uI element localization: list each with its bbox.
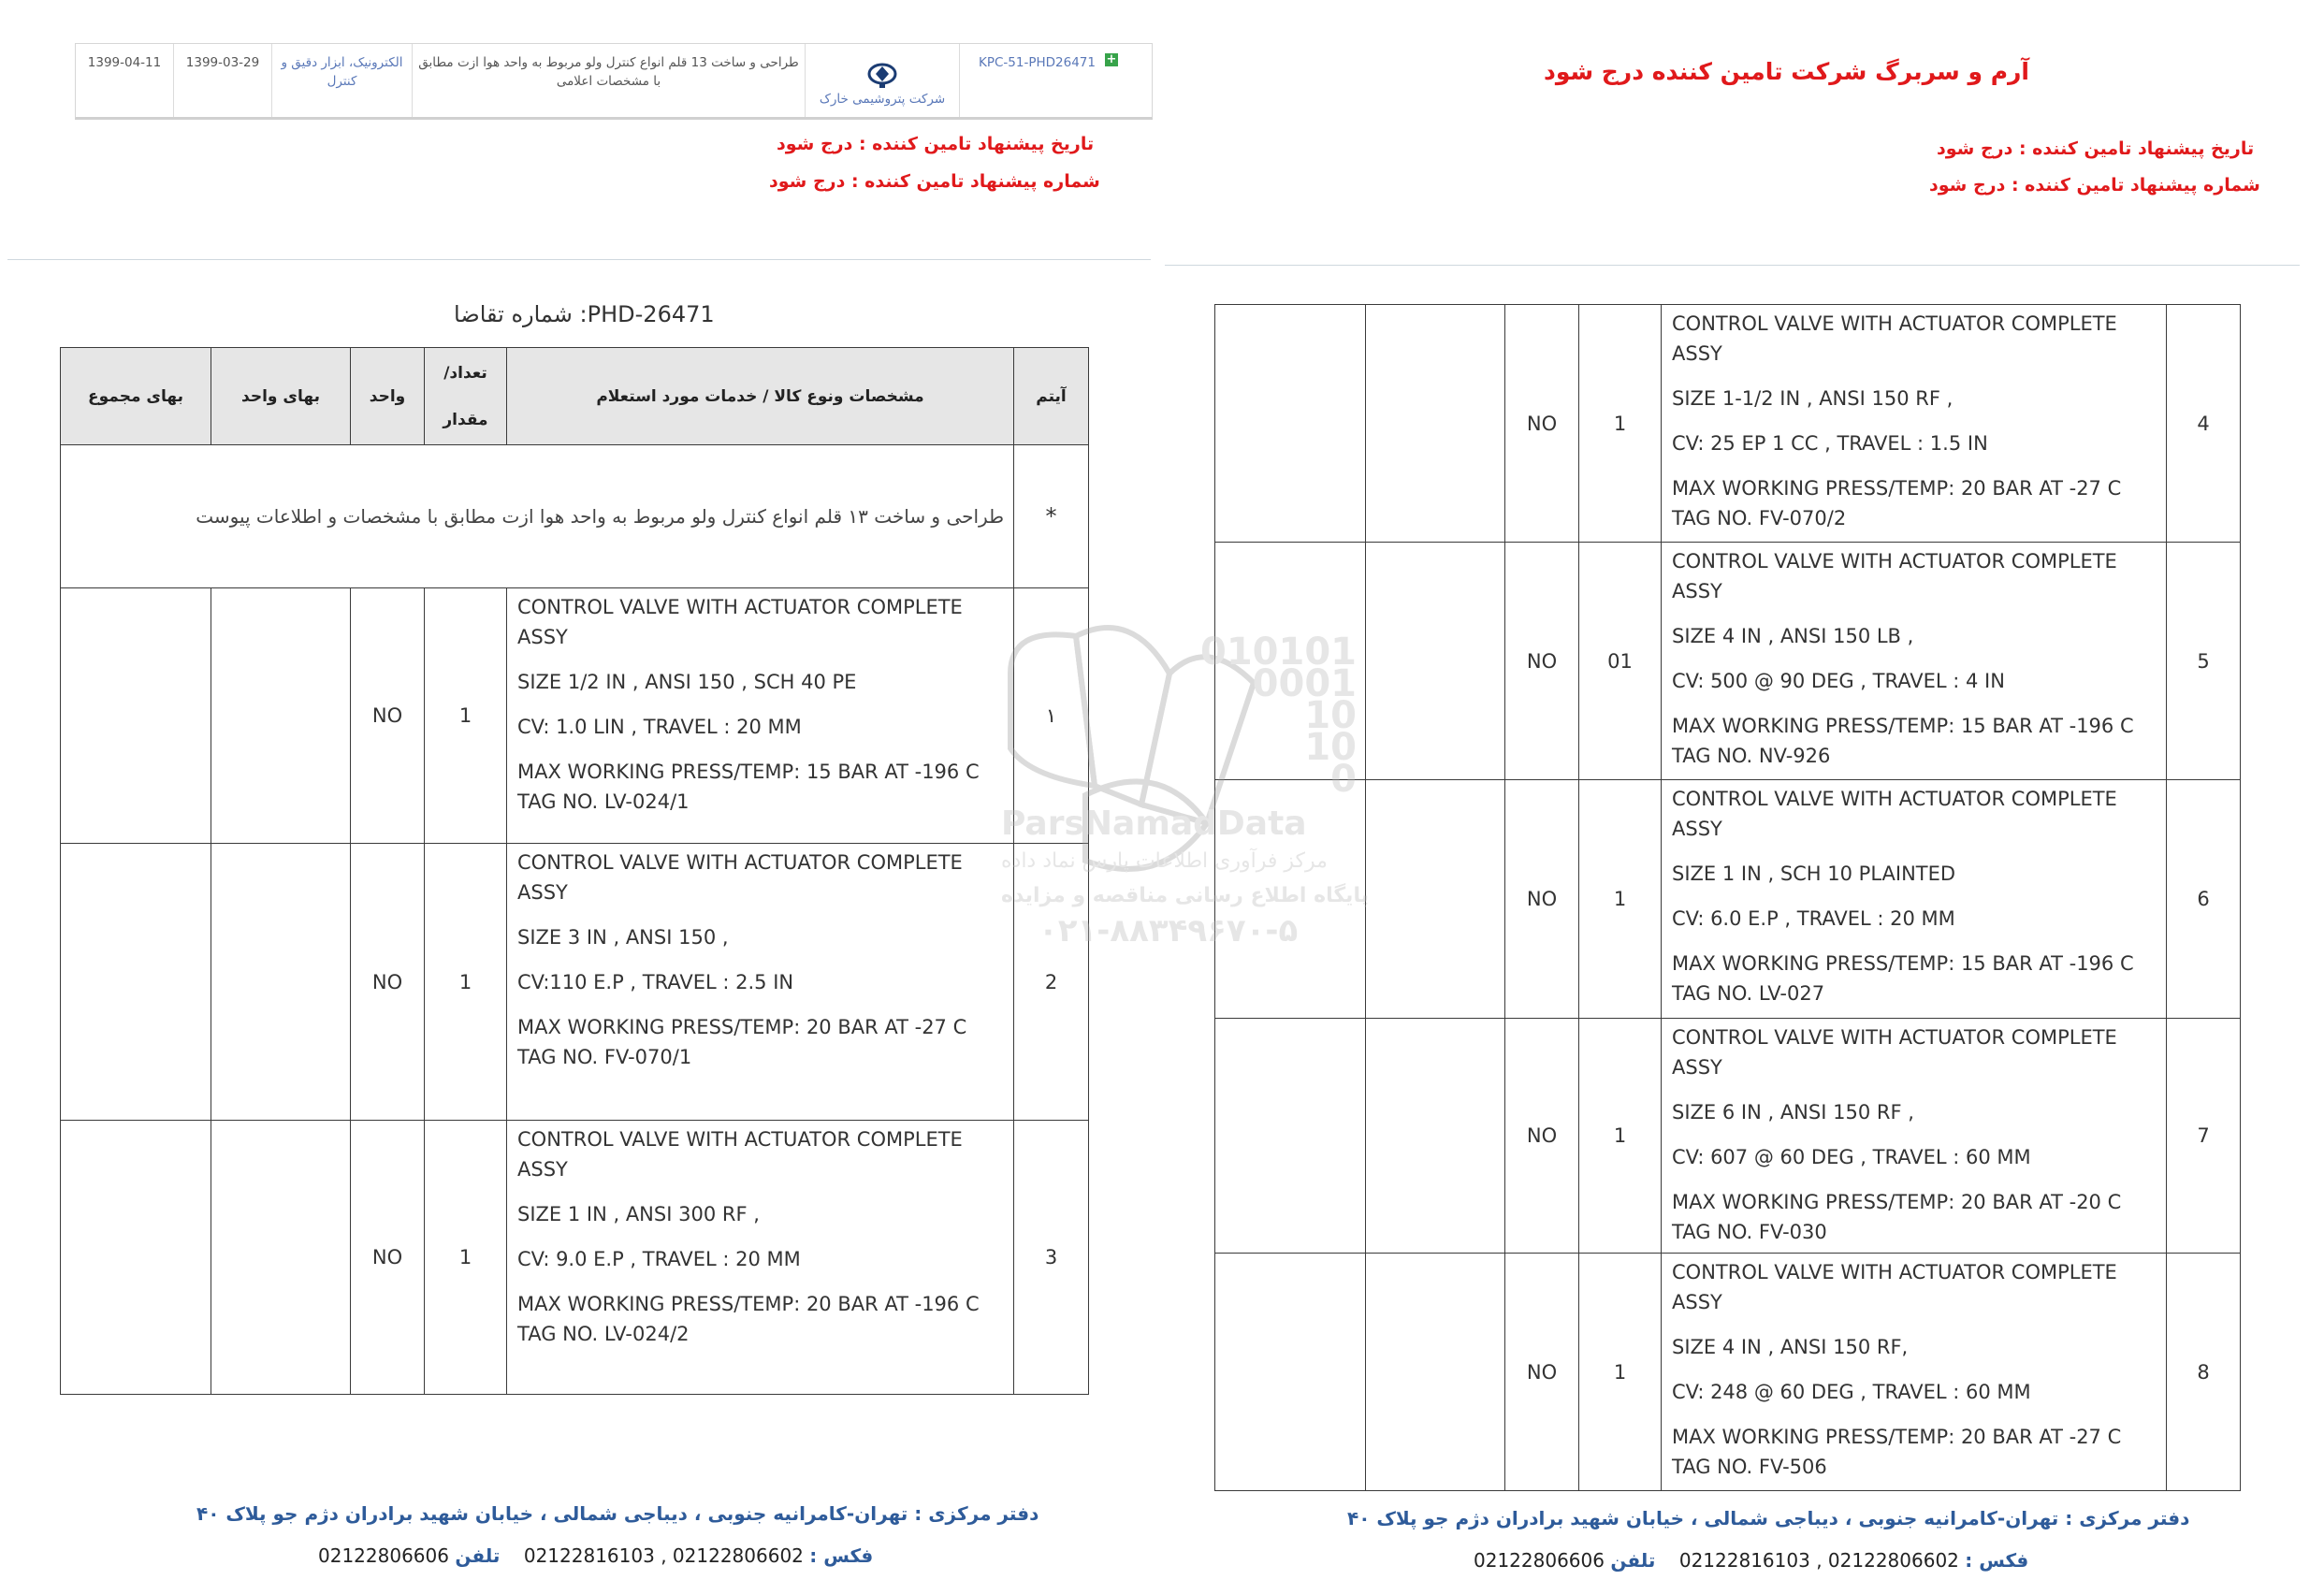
unit-price-cell — [211, 1121, 351, 1395]
spec-line: CV: 1.0 LIN , TRAVEL : 20 MM — [517, 716, 802, 738]
spec-cell — [1662, 780, 2167, 1019]
spec-line: TAG NO. LV-024/1 — [517, 790, 690, 813]
unit-price-cell — [211, 844, 351, 1121]
proposal-number-left: شماره پیشنهاد تامین کننده : درج شود — [769, 171, 1100, 192]
spec-line: SIZE 1 IN , ANSI 300 RF , — [517, 1203, 760, 1225]
qty-cell: 1 — [1579, 1254, 1662, 1491]
watermark-phone: ۰۲۱-۸۸۳۴۹۶۷۰-۵ — [1039, 912, 1299, 949]
fax-number-right: 02122806606 — [1474, 1549, 1605, 1572]
intro-text: طراحی و ساخت ۱۳ قلم انواع کنترل ولو مربوط به واحد هوا ازت مطابق با مشخصات و اطلاعات پیوست — [61, 445, 1014, 588]
fax-label-left: فکس : — [809, 1544, 874, 1567]
watermark-brand: ParsNamadData — [1001, 804, 1307, 843]
col-qty — [425, 348, 507, 445]
watermark-line2: پایگاه اطلاع رسانی مناقصه و مزایده — [1001, 884, 1369, 907]
item-no-cell: 6 — [2167, 780, 2241, 1019]
spec-line: CV: 6.0 E.P , TRAVEL : 20 MM — [1672, 907, 1955, 930]
spec-line: MAX WORKING PRESS/TEMP: 20 BAR AT -27 C — [517, 1016, 967, 1038]
intro-marker: * — [1014, 445, 1089, 588]
spec-cell — [507, 844, 1014, 1121]
qty-cell: 1 — [1579, 305, 1662, 543]
table-header-row — [61, 348, 1089, 445]
spec-line: CV: 25 EP 1 CC , TRAVEL : 1.5 IN — [1672, 432, 1988, 455]
spec-line: TAG NO. LV-027 — [1672, 982, 1825, 1005]
unit-cell: NO — [1505, 543, 1579, 780]
tel-numbers-left: 02122806602 , 02122816103 — [523, 1544, 804, 1567]
proposal-date-left: تاریخ پیشنهاد تامین کننده : درج شود — [777, 134, 1095, 154]
total-price-cell — [61, 588, 211, 844]
col-item: آیتم — [1014, 348, 1089, 445]
total-price-cell — [1215, 1019, 1366, 1254]
spec-line: CV:110 E.P , TRAVEL : 2.5 IN — [517, 971, 794, 993]
unit-cell: NO — [351, 844, 425, 1121]
spec-line: TAG NO. NV-926 — [1672, 745, 1831, 767]
spec-line: CONTROL VALVE WITH ACTUATOR COMPLETE ASSY — [1672, 1261, 2117, 1313]
watermark-line1: مرکز فرآوری اطلاعات پارس نماد داده — [1001, 849, 1328, 873]
total-price-cell — [1215, 305, 1366, 543]
col-qty-line1: تعداد/ — [443, 363, 487, 383]
item-no-cell: 4 — [2167, 305, 2241, 543]
unit-cell: NO — [351, 1121, 425, 1395]
date-end: 1399-04-11 — [76, 44, 174, 117]
table-row — [61, 588, 1089, 844]
spec-line: CONTROL VALVE WITH ACTUATOR COMPLETE ASSY — [517, 851, 963, 904]
total-price-cell — [1215, 543, 1366, 780]
total-price-cell — [61, 1121, 211, 1395]
spec-line: TAG NO. FV-030 — [1672, 1221, 1827, 1243]
spec-line: CONTROL VALVE WITH ACTUATOR COMPLETE ASSY — [1672, 550, 2117, 602]
spec-line: CV: 607 @ 60 DEG , TRAVEL : 60 MM — [1672, 1146, 2031, 1168]
footer-address-right: دفتر مرکزی : تهران-کامرانیه جنوبی ، دیباجی شمالی ، خیابان شهید برادران دژم جو پلاک ۴۰ — [1347, 1507, 2190, 1529]
qty-cell: 1 — [1579, 780, 1662, 1019]
spec-line: MAX WORKING PRESS/TEMP: 20 BAR AT -196 C — [517, 1293, 980, 1315]
spec-line: MAX WORKING PRESS/TEMP: 20 BAR AT -20 C — [1672, 1191, 2122, 1213]
table-row — [1215, 1254, 2241, 1491]
divider-right — [1165, 265, 2300, 266]
spec-line: TAG NO. FV-070/2 — [1672, 507, 1847, 529]
tender-title: طراحی و ساخت 13 قلم انواع کنترل ولو مربوط به واحد هوا ازت مطابق با مشخصات اعلامی — [413, 44, 806, 117]
table-row — [1215, 1019, 2241, 1254]
col-unit: واحد — [351, 348, 425, 445]
qty-cell: 1 — [425, 588, 507, 844]
proposal-number-right: شماره پیشنهاد تامین کننده : درج شود — [1929, 175, 2260, 196]
date-start: 1399-03-29 — [174, 44, 272, 117]
spec-line: CV: 9.0 E.P , TRAVEL : 20 MM — [517, 1248, 801, 1270]
spec-cell — [1662, 305, 2167, 543]
spec-line: SIZE 1/2 IN , ANSI 150 , SCH 40 PE — [517, 671, 857, 693]
right-items-table — [1214, 304, 2241, 1491]
qty-cell: 1 — [1579, 1019, 1662, 1254]
fax-label-right: فکس : — [1965, 1549, 2029, 1572]
total-price-cell — [61, 844, 211, 1121]
spec-cell — [1662, 543, 2167, 780]
spec-line: MAX WORKING PRESS/TEMP: 20 BAR AT -27 C — [1672, 477, 2122, 500]
spec-line: MAX WORKING PRESS/TEMP: 15 BAR AT -196 C — [1672, 952, 2134, 975]
unit-cell: NO — [1505, 780, 1579, 1019]
spec-line: SIZE 4 IN , ANSI 150 RF, — [1672, 1336, 1909, 1358]
item-no-cell: 5 — [2167, 543, 2241, 780]
fax-number-left: 02122806606 — [318, 1544, 449, 1567]
col-qty-line2: مقدار — [443, 410, 488, 429]
spec-line: MAX WORKING PRESS/TEMP: 20 BAR AT -27 C — [1672, 1426, 2122, 1448]
company-cell — [806, 44, 960, 117]
spec-line: SIZE 6 IN , ANSI 150 RF , — [1672, 1101, 1914, 1123]
spec-line: CV: 500 @ 90 DEG , TRAVEL : 4 IN — [1672, 670, 2005, 692]
watermark-binary: 010101 0001 10 10 0 — [1200, 631, 1357, 801]
unit-price-cell — [1366, 1019, 1505, 1254]
table-row — [61, 1121, 1089, 1395]
unit-cell: NO — [1505, 305, 1579, 543]
request-number: شماره تقاضا :PHD-26471 — [454, 301, 715, 327]
spec-line: CONTROL VALVE WITH ACTUATOR COMPLETE ASSY — [1672, 1026, 2117, 1079]
divider-left — [7, 259, 1151, 260]
tel-label-left: تلفن — [455, 1544, 501, 1567]
item-no-cell: 8 — [2167, 1254, 2241, 1491]
proposal-date-right: تاریخ پیشنهاد تامین کننده : درج شود — [1937, 138, 2255, 159]
spec-line: SIZE 3 IN , ANSI 150 , — [517, 926, 729, 949]
spec-line: MAX WORKING PRESS/TEMP: 15 BAR AT -196 C — [1672, 715, 2134, 737]
col-spec: مشخصات ونوع کالا / خدمات مورد استعلام — [507, 348, 1014, 445]
footer-address-left: دفتر مرکزی : تهران-کامرانیه جنوبی ، دیباجی شمالی ، خیابان شهید برادران دژم جو پلاک ۴۰ — [196, 1502, 1039, 1525]
tender-summary-strip — [75, 43, 1153, 120]
unit-cell: NO — [351, 588, 425, 844]
footer-phones-right — [1474, 1549, 2028, 1572]
spec-line: CONTROL VALVE WITH ACTUATOR COMPLETE ASSY — [1672, 312, 2117, 365]
unit-price-cell — [1366, 305, 1505, 543]
total-price-cell — [1215, 780, 1366, 1019]
spec-cell — [1662, 1254, 2167, 1491]
col-total-price: بهای مجموع — [61, 348, 211, 445]
spec-line: TAG NO. FV-506 — [1672, 1456, 1827, 1478]
table-row — [1215, 305, 2241, 543]
table-row — [1215, 543, 2241, 780]
unit-price-cell — [1366, 1254, 1505, 1491]
item-no-cell: 7 — [2167, 1019, 2241, 1254]
spec-line: CONTROL VALVE WITH ACTUATOR COMPLETE ASSY — [517, 1128, 963, 1181]
spec-cell — [1662, 1019, 2167, 1254]
footer-phones-left — [318, 1544, 873, 1567]
tel-label-right: تلفن — [1610, 1549, 1656, 1572]
table-row — [1215, 780, 2241, 1019]
total-price-cell — [1215, 1254, 1366, 1491]
unit-price-cell — [1366, 780, 1505, 1019]
table-row — [61, 844, 1089, 1121]
spec-line: MAX WORKING PRESS/TEMP: 15 BAR AT -196 C — [517, 761, 980, 783]
qty-cell: 1 — [425, 844, 507, 1121]
item-no-cell: 2 — [1014, 844, 1089, 1121]
spec-line: CONTROL VALVE WITH ACTUATOR COMPLETE ASSY — [517, 596, 963, 648]
spec-line: SIZE 1 IN , SCH 10 PLAINTED — [1672, 862, 1956, 885]
unit-price-cell — [211, 588, 351, 844]
tender-id-cell[interactable] — [960, 44, 1152, 117]
unit-cell: NO — [1505, 1019, 1579, 1254]
letterhead-placeholder: آرم و سربرگ شرکت تامین کننده درج شود — [1544, 58, 2029, 85]
unit-cell: NO — [1505, 1254, 1579, 1491]
spec-cell — [507, 1121, 1014, 1395]
tel-numbers-right: 02122806602 , 02122816103 — [1678, 1549, 1959, 1572]
company-logo-icon — [864, 62, 901, 90]
spec-line: SIZE 4 IN , ANSI 150 LB , — [1672, 625, 1914, 647]
spec-line: CONTROL VALVE WITH ACTUATOR COMPLETE ASSY — [1672, 788, 2117, 840]
spec-line: TAG NO. LV-024/2 — [517, 1323, 690, 1345]
company-name: شرکت پتروشیمی خارک — [819, 92, 946, 107]
intro-row — [61, 445, 1089, 588]
item-no-cell: 3 — [1014, 1121, 1089, 1395]
tender-id[interactable]: KPC-51-PHD26471 — [979, 55, 1096, 70]
spec-line: TAG NO. FV-070/1 — [517, 1046, 692, 1068]
category-link[interactable]: الکترونیک، ابزار دقیق و کنترل — [272, 44, 413, 117]
left-items-table — [60, 347, 1089, 1395]
unit-price-cell — [1366, 543, 1505, 780]
spec-line: CV: 248 @ 60 DEG , TRAVEL : 60 MM — [1672, 1381, 2031, 1403]
col-unit-price: بهای واحد — [211, 348, 351, 445]
item-no-cell: ۱ — [1014, 588, 1089, 844]
spec-line: SIZE 1-1/2 IN , ANSI 150 RF , — [1672, 387, 1954, 410]
qty-cell: 01 — [1579, 543, 1662, 780]
expand-plus-icon[interactable]: + — [1106, 52, 1117, 66]
spec-cell — [507, 588, 1014, 844]
qty-cell: 1 — [425, 1121, 507, 1395]
